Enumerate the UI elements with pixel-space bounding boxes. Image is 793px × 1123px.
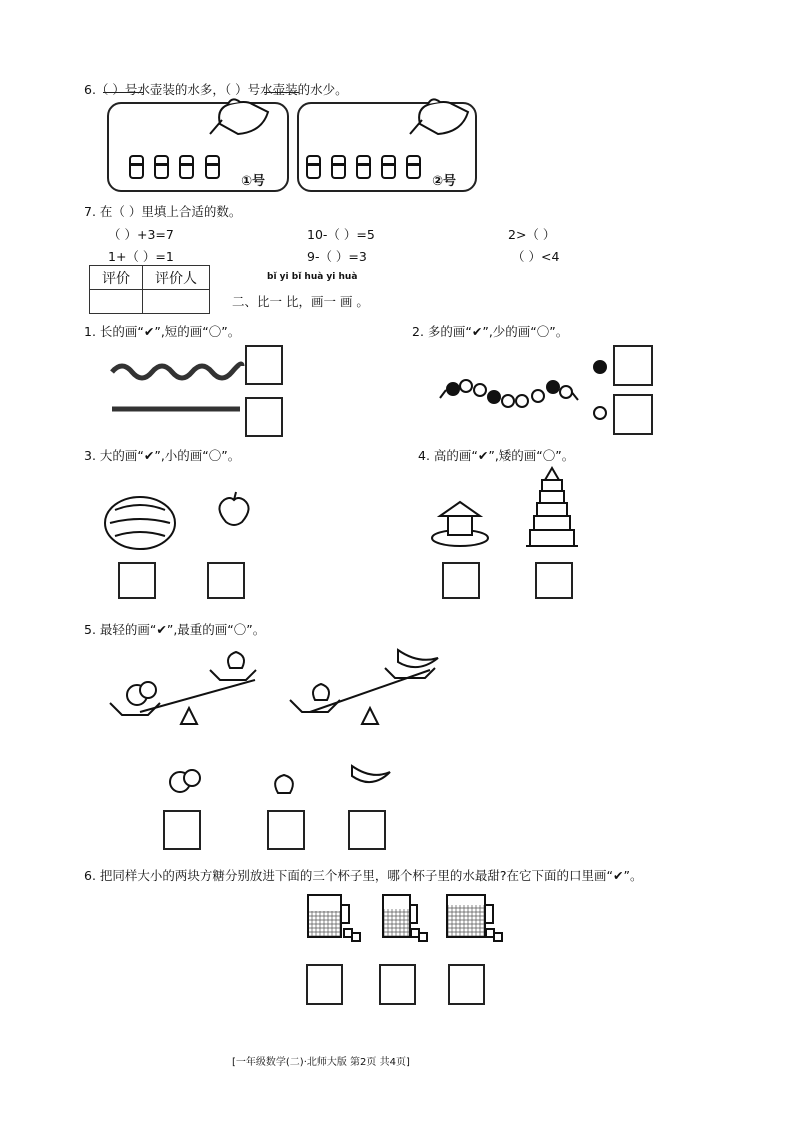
part-5-title: 5. 最轻的画“✔”,最重的画“〇”。 <box>84 622 266 637</box>
sugar-cube-icon <box>486 929 494 937</box>
answer-box-cup-3[interactable] <box>448 964 485 1005</box>
part-4-title: 4. 高的画“✔”,矮的画“〇”。 <box>418 448 575 463</box>
section-title: 二、比一 比，画一 画 。 <box>232 294 369 309</box>
pot-2-label: ②号 <box>432 174 457 189</box>
q7-eq-3[interactable]: 2>（ ） <box>508 227 556 242</box>
q7-eq-5[interactable]: 9-（ ）=3 <box>307 249 367 264</box>
q7-eq-2[interactable]: 10-（ ）=5 <box>307 227 375 242</box>
part-6-title: 6. 把同样大小的两块方糖分别放进下面的三个杯子里，哪个杯子里的水最甜?在它下面的口里画“✔”。 <box>84 868 643 883</box>
sugar-cube-icon <box>411 929 419 937</box>
q6-pot-question: 6.（ ）号水壶装的水多，（ ）号水壶装的水少。 <box>84 82 348 97</box>
sugar-cube-icon <box>352 933 360 941</box>
eval-col-1: 评价 <box>90 266 143 290</box>
q7-title: 7. 在（ ）里填上合适的数。 <box>84 204 242 219</box>
part-1-title: 1. 长的画“✔”,短的画“〇”。 <box>84 324 241 339</box>
pot-1-label: ①号 <box>241 174 266 189</box>
answer-box-cup-1[interactable] <box>306 964 343 1005</box>
q7-eq-6[interactable]: （ ）<4 <box>512 249 560 264</box>
section-pinyin: bǐ yi bǐ huà yi huà <box>267 272 358 282</box>
sugar-cube-icon <box>419 933 427 941</box>
q7-eq-1[interactable]: （ ）+3=7 <box>108 227 174 242</box>
answer-box-cup-2[interactable] <box>379 964 416 1005</box>
q7-eq-4[interactable]: 1+（ ）=1 <box>108 249 174 264</box>
part-2-title: 2. 多的画“✔”,少的画“〇”。 <box>412 324 569 339</box>
eval-col-2: 评价人 <box>143 266 210 290</box>
part-3-title: 3. 大的画“✔”,小的画“〇”。 <box>84 448 241 463</box>
page-footer: [一年级数学(二)·北师大版 第2页 共4页] <box>232 1057 410 1068</box>
sugar-cube-icon <box>494 933 502 941</box>
sugar-cube-icon <box>344 929 352 937</box>
